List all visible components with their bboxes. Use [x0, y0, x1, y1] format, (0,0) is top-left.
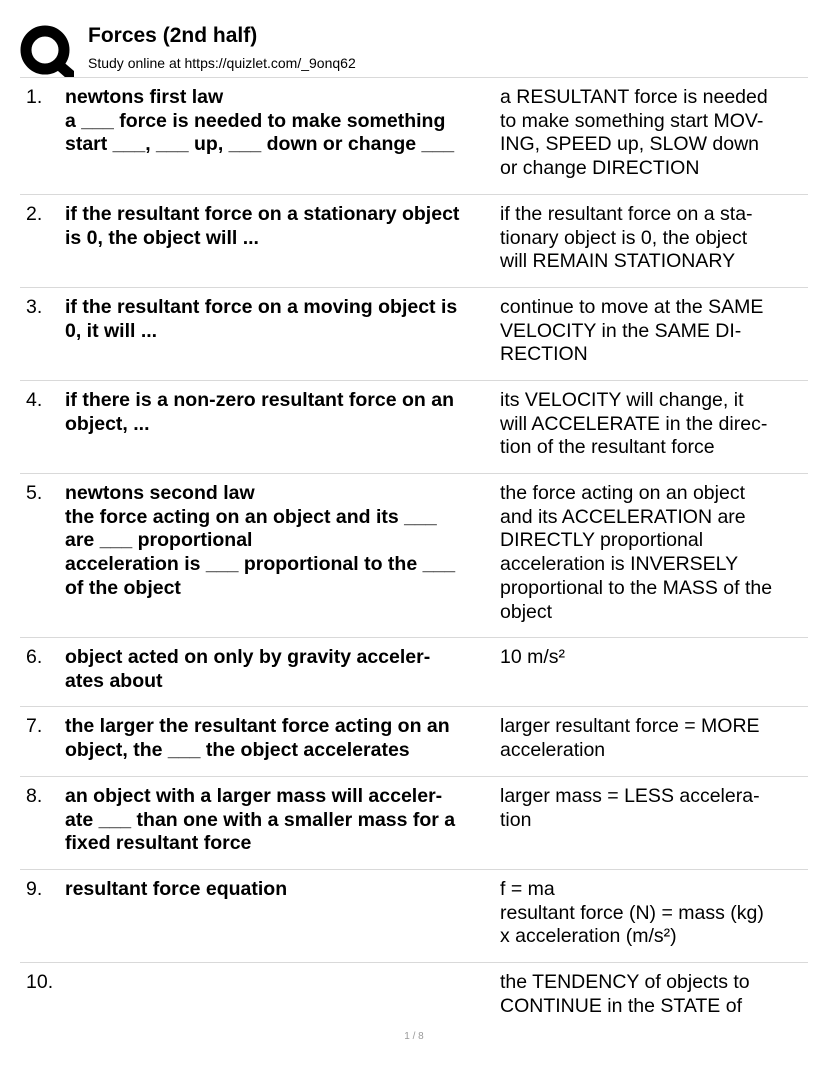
card-term	[65, 878, 497, 902]
term-line: fixed resultant force	[65, 832, 252, 855]
card-definition	[500, 971, 800, 1018]
term-line: if there is a non-zero resultant force on an	[65, 389, 454, 411]
definition-line: proportional to the MASS of the	[500, 576, 773, 599]
definition-line: the force acting on an object	[500, 482, 745, 504]
definition-line: RECTION	[500, 343, 588, 366]
term-line: object acted on only by gravity acceler-	[65, 646, 431, 668]
card-number: 6.	[26, 646, 43, 668]
definition-line: will REMAIN STATIONARY	[500, 250, 736, 273]
term-line: object, the ___ the object accelerates	[65, 738, 410, 761]
definition-line: f = ma	[500, 878, 555, 900]
definition-line: ING, SPEED up, SLOW down	[500, 133, 760, 156]
divider	[20, 776, 808, 777]
definition-line: to make something start MOV-	[500, 109, 764, 132]
definition-line: VELOCITY in the SAME DI-	[500, 319, 742, 342]
card-number: 10.	[26, 971, 54, 993]
definition-line: 10 m/s²	[500, 646, 566, 668]
definition-line: larger resultant force = MORE	[500, 715, 760, 737]
card-definition	[500, 646, 800, 670]
definition-line: tionary object is 0, the object	[500, 226, 748, 249]
divider	[20, 637, 808, 638]
term-line: if the resultant force on a moving object is	[65, 296, 458, 318]
card-number: 3.	[26, 296, 43, 318]
divider	[20, 473, 808, 474]
card-definition	[500, 296, 800, 367]
term-line: acceleration is ___ proportional to the ___	[65, 553, 456, 576]
card-term	[65, 482, 497, 601]
term-line: 0, it will ...	[65, 319, 158, 342]
term-line: ate ___ than one with a smaller mass for a	[65, 808, 456, 831]
divider	[20, 962, 808, 963]
definition-line: tion	[500, 808, 532, 831]
term-line: newtons first law	[65, 86, 224, 108]
divider	[20, 77, 808, 78]
definition-line: its VELOCITY will change, it	[500, 389, 744, 411]
term-line: of the object	[65, 576, 181, 599]
card-term	[65, 296, 497, 343]
card-number: 7.	[26, 715, 43, 737]
divider	[20, 380, 808, 381]
definition-line: DIRECTLY proportional	[500, 529, 704, 552]
term-line: a ___ force is needed to make something	[65, 109, 446, 132]
page-header	[20, 18, 810, 78]
card-term	[65, 389, 497, 436]
term-line: newtons second law	[65, 482, 255, 504]
term-line: if the resultant force on a stationary object	[65, 203, 460, 225]
divider	[20, 194, 808, 195]
term-line: resultant force equation	[65, 878, 288, 900]
card-term	[65, 86, 497, 157]
divider	[20, 706, 808, 707]
quizlet-logo-icon	[20, 24, 74, 80]
term-line: are ___ proportional	[65, 529, 253, 552]
card-definition	[500, 86, 800, 181]
card-number: 1.	[26, 86, 43, 108]
definition-line: if the resultant force on a sta-	[500, 203, 753, 225]
card-number: 5.	[26, 482, 43, 504]
divider	[20, 869, 808, 870]
card-number: 8.	[26, 785, 43, 807]
card-number: 4.	[26, 389, 43, 411]
card-definition	[500, 785, 800, 832]
term-line: object, ...	[65, 412, 150, 435]
definition-line: object	[500, 600, 553, 623]
definition-line: x acceleration (m/s²)	[500, 925, 677, 948]
term-line: an object with a larger mass will acceler-	[65, 785, 443, 807]
term-line: the larger the resultant force acting on an	[65, 715, 450, 737]
card-definition	[500, 389, 800, 460]
card-definition	[500, 203, 800, 274]
card-number: 9.	[26, 878, 43, 900]
card-definition	[500, 482, 800, 624]
page-title: Forces (2nd half)	[88, 24, 258, 47]
definition-line: tion of the resultant force	[500, 436, 715, 459]
card-number: 2.	[26, 203, 43, 225]
page-number: 1 / 8	[404, 1031, 424, 1042]
card-term	[65, 203, 497, 250]
term-line: start ___, ___ up, ___ down or change ___	[65, 133, 455, 156]
definition-line: acceleration	[500, 738, 606, 761]
definition-line: and its ACCELERATION are	[500, 505, 746, 528]
term-line: ates about	[65, 669, 163, 692]
card-term	[65, 646, 497, 693]
definition-line: the TENDENCY of objects to	[500, 971, 750, 993]
study-online-link[interactable]: Study online at https://quizlet.com/_9onq62	[88, 55, 356, 71]
definition-line: CONTINUE in the STATE of	[500, 994, 742, 1017]
card-definition	[500, 878, 800, 949]
term-line: is 0, the object will ...	[65, 226, 259, 249]
definition-line: resultant force (N) = mass (kg)	[500, 901, 764, 924]
divider	[20, 287, 808, 288]
definition-line: acceleration is INVERSELY	[500, 553, 739, 576]
card-definition	[500, 715, 800, 762]
card-term	[65, 785, 497, 856]
definition-line: or change DIRECTION	[500, 157, 700, 180]
definition-line: continue to move at the SAME	[500, 296, 764, 318]
definition-line: a RESULTANT force is needed	[500, 86, 768, 108]
term-line: the force acting on an object and its ___	[65, 505, 437, 528]
card-term	[65, 715, 497, 762]
definition-line: will ACCELERATE in the direc-	[500, 412, 768, 435]
definition-line: larger mass = LESS accelera-	[500, 785, 760, 807]
